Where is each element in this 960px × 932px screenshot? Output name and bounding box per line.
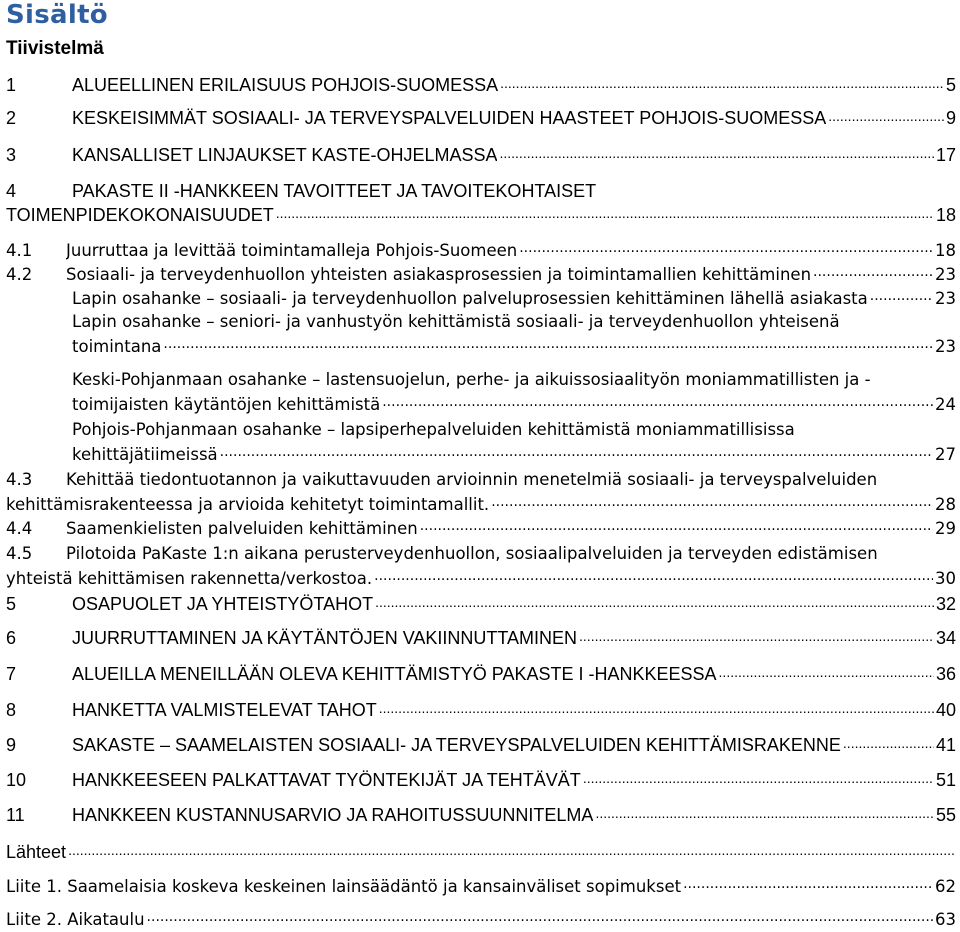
toc-page: 34	[935, 628, 956, 648]
toc-entry-5[interactable]	[6, 592, 956, 616]
toc-leader	[595, 803, 934, 821]
toc-text: Sosiaali- ja terveydenhuollon yhteisten asiakasprosessien ja toimintamallien kehittäminen	[66, 265, 812, 284]
toc-page: 62	[935, 877, 956, 896]
toc-text: Pilotoida PaKaste 1:n aikana perusterveydenhuollon, sosiaalipalveluiden ja terveyden edistämisen	[66, 544, 878, 563]
toc-text: yhteistä kehittämisen rakennetta/verkostoa.	[6, 569, 373, 588]
toc-text: kehittäjätiimeissä	[72, 445, 218, 464]
toc-leader	[500, 73, 944, 91]
toc-entry-appendix-1[interactable]	[6, 874, 956, 898]
toc-entry-pohjois-pohjanmaa-line1[interactable]	[72, 418, 956, 442]
toc-entry-4-3-line1[interactable]	[6, 468, 956, 492]
toc-leader	[163, 334, 933, 352]
toc-number: 4.3	[6, 470, 33, 489]
toc-number: 4.5	[6, 544, 33, 563]
toc-leader	[828, 106, 944, 124]
toc-entry-1[interactable]	[6, 73, 956, 97]
toc-page: 27	[935, 445, 956, 464]
toc-page: 28	[935, 495, 956, 514]
toc-entry-9[interactable]	[6, 733, 956, 757]
toc-number: 5	[6, 594, 17, 614]
toc-entry-4-5-line1[interactable]	[6, 542, 956, 566]
toc-leader	[420, 516, 933, 534]
toc-text: ALUEELLINEN ERILAISUUS POHJOIS-SUOMESSA	[72, 75, 499, 95]
toc-text: Lähteet	[6, 842, 67, 862]
toc-entry-7[interactable]	[6, 662, 956, 686]
toc-page: 18	[935, 241, 956, 260]
toc-page: 41	[935, 735, 956, 755]
toc-entry-lapin-2-line2[interactable]	[72, 334, 956, 358]
toc-leader	[843, 733, 934, 751]
toc-page: 40	[935, 700, 956, 720]
toc-entry-lapin-2-line1[interactable]	[72, 310, 956, 334]
toc-number: 6	[6, 628, 17, 648]
toc-text: TOIMENPIDEKOKONAISUUDET	[6, 205, 274, 225]
toc-entry-keski-pohjanmaa-line2[interactable]	[72, 392, 956, 416]
toc-text: PAKASTE II -HANKKEEN TAVOITTEET JA TAVOITEKOHTAISET	[72, 181, 597, 201]
toc-page: 9	[945, 108, 956, 128]
toc-entry-2[interactable]	[6, 106, 956, 130]
toc-page: 63	[935, 910, 956, 929]
toc-entry-4-1[interactable]	[6, 238, 956, 262]
toc-page: 18	[935, 205, 956, 225]
toc-leader	[719, 662, 934, 680]
toc-entry-lapin-1[interactable]	[72, 286, 956, 310]
toc-page: 23	[935, 265, 956, 284]
toc-entry-appendix-2[interactable]	[6, 907, 956, 931]
toc-leader	[870, 286, 933, 304]
toc-text: Liite 2. Aikataulu	[6, 910, 145, 929]
toc-leader	[276, 203, 934, 221]
toc-number: 11	[6, 805, 25, 825]
toc-number: 9	[6, 735, 17, 755]
toc-text: ALUEILLA MENEILLÄÄN OLEVA KEHITTÄMISTYÖ PAKASTE I -HANKKEESSA	[72, 664, 717, 684]
toc-text: HANKKEESEEN PALKATTAVAT TYÖNTEKIJÄT JA TEHTÄVÄT	[72, 770, 581, 790]
toc-number: 2	[6, 108, 17, 128]
toc-entry-11[interactable]	[6, 803, 956, 827]
toc-leader	[579, 626, 934, 644]
toc-number: 1	[6, 75, 17, 95]
toc-number: 4.4	[6, 519, 33, 538]
toc-page: 23	[935, 337, 956, 356]
toc-text: KESKEISIMMÄT SOSIAALI- JA TERVEYSPALVELUIDEN HAASTEET POHJOIS-SUOMESSA	[72, 108, 827, 128]
toc-text: Saamenkielisten palveluiden kehittäminen	[66, 519, 418, 538]
toc-entry-3[interactable]	[6, 143, 956, 167]
toc-page: 30	[935, 569, 956, 588]
toc-text: HANKKEEN KUSTANNUSARVIO JA RAHOITUSSUUNNITELMA	[72, 805, 594, 825]
toc-page: 51	[935, 770, 956, 790]
toc-page: 24	[935, 395, 956, 414]
toc-leader	[68, 840, 954, 858]
toc-leader	[379, 698, 934, 716]
toc-text: Kehittää tiedontuotannon ja vaikuttavuuden arvioinnin menetelmiä sosiaali- ja terveyspalveluiden	[66, 470, 878, 489]
toc-entry-4-line2[interactable]	[6, 203, 956, 227]
toc-text: HANKETTA VALMISTELEVAT TAHOT	[72, 700, 377, 720]
toc-text: Lapin osahanke – seniori- ja vanhustyön kehittämistä sosiaali- ja terveydenhuollon yhteisenä	[72, 312, 840, 331]
toc-entry-4-2[interactable]	[6, 262, 956, 286]
toc-entry-4-3-line2[interactable]	[6, 492, 956, 516]
toc-number: 8	[6, 700, 17, 720]
toc-number: 4	[6, 181, 17, 201]
toc-number: 4.2	[6, 265, 33, 284]
toc-entry-references[interactable]	[6, 840, 956, 864]
toc-text: JUURRUTTAMINEN JA KÄYTÄNTÖJEN VAKIINNUTTAMINEN	[72, 628, 578, 648]
toc-text: KANSALLISET LINJAUKSET KASTE-OHJELMASSA	[72, 145, 498, 165]
toc-page: 29	[935, 519, 956, 538]
toc-text: Keski-Pohjanmaan osahanke – lastensuojelun, perhe- ja aikuissosiaalityön moniammatillisten ja -	[72, 370, 871, 389]
toc-entry-10[interactable]	[6, 768, 956, 792]
toc-text: OSAPUOLET JA YHTEISTYÖTAHOT	[72, 594, 374, 614]
toc-leader	[519, 238, 933, 256]
toc-text: SAKASTE – SAAMELAISTEN SOSIAALI- JA TERVEYSPALVELUIDEN KEHITTÄMISRAKENNE	[72, 735, 841, 755]
toc-page: 5	[945, 75, 956, 95]
toc-leader	[375, 592, 934, 610]
toc-leader	[220, 442, 933, 460]
toc-leader	[683, 874, 933, 892]
toc-leader	[813, 262, 933, 280]
toc-leader	[147, 907, 933, 925]
toc-text: toimijaisten käytäntöjen kehittämistä	[72, 395, 381, 414]
toc-text: Liite 1. Saamelaisia koskeva keskeinen lainsäädäntö ja kansainväliset sopimukset	[6, 877, 682, 896]
toc-number: 7	[6, 664, 17, 684]
toc-entry-keski-pohjanmaa-line1[interactable]	[72, 368, 956, 392]
toc-leader	[374, 566, 933, 584]
toc-leader	[499, 143, 933, 161]
toc-text: kehittämisrakenteessa ja arvioida kehitetyt toimintamallit.	[6, 495, 490, 514]
toc-page: 17	[935, 145, 956, 165]
toc-leader	[491, 492, 933, 510]
toc-entry-4-line1[interactable]	[6, 179, 956, 203]
toc-page: 36	[935, 664, 956, 684]
toc-leader	[382, 392, 933, 410]
toc-text: Juurruttaa ja levittää toimintamalleja Pohjois-Suomeen	[66, 241, 518, 260]
toc-entry-pohjois-pohjanmaa-line2[interactable]	[72, 442, 956, 466]
toc-page: 23	[935, 289, 956, 308]
toc-number: 3	[6, 145, 17, 165]
toc-number: 10	[6, 770, 27, 790]
page-title: Sisältö	[6, 0, 108, 30]
toc-page: 55	[935, 805, 956, 825]
toc-entry-6[interactable]	[6, 626, 956, 650]
toc-entry-abstract[interactable]: Tiivistelmä	[6, 38, 104, 59]
toc-entry-4-4[interactable]	[6, 516, 956, 540]
toc-entry-4-5-line2[interactable]	[6, 566, 956, 590]
toc-text: Lapin osahanke – sosiaali- ja terveydenhuollon palveluprosessien kehittäminen lähellä asiakasta	[72, 289, 868, 308]
toc-text: Pohjois-Pohjanmaan osahanke – lapsiperhepalveluiden kehittämistä moniammatillisissa	[72, 420, 795, 439]
toc-number: 4.1	[6, 241, 33, 260]
toc-text: toimintana	[72, 337, 162, 356]
toc-entry-8[interactable]	[6, 698, 956, 722]
toc-page: 32	[935, 594, 956, 614]
toc-leader	[583, 768, 934, 786]
